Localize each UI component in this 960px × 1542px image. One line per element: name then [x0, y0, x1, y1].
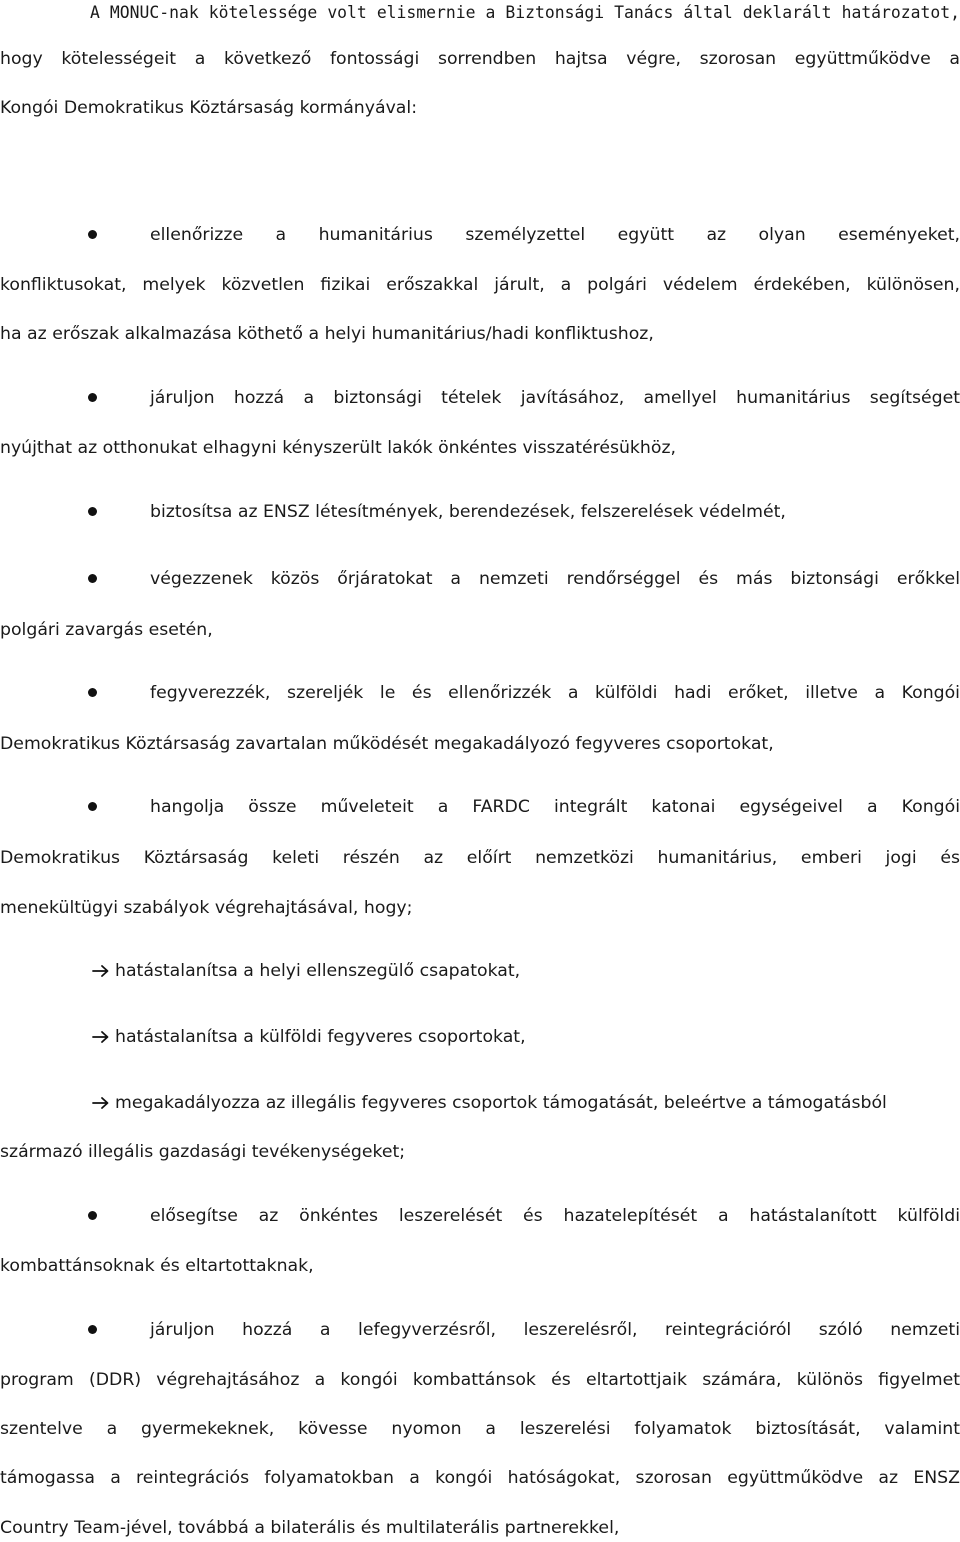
- list-item-6-line-2: Demokratikus Köztársaság keleti részén az előírt nemzetközi humanitárius, emberi jogi és: [0, 848, 960, 868]
- list-item-8-line-1: járuljon hozzá a lefegyverzésről, leszerelésről, reintegrációról szóló nemzeti: [150, 1320, 960, 1340]
- list-item-8-line-2: program (DDR) végrehajtásához a kongói kombattánsok és eltartottjaik számára, különös figyelmet: [0, 1370, 960, 1390]
- arrow-right-icon: [92, 1030, 110, 1044]
- sub-item-3-line-2: származó illegális gazdasági tevékenységeket;: [0, 1142, 406, 1162]
- sub-item-1: [92, 959, 960, 983]
- arrow-right-icon: [92, 1096, 110, 1110]
- intro-line-3: Kongói Demokratikus Köztársaság kormányával:: [0, 98, 418, 118]
- list-item-4-line-2: polgári zavargás esetén,: [0, 620, 213, 640]
- list-item-2-line-2: nyújthat az otthonukat elhagyni kényszerült lakók önkéntes visszatérésükhöz,: [0, 438, 677, 458]
- list-item-5-line-1: fegyverezzék, szereljék le és ellenőrizzék a külföldi hadi erőket, illetve a Kongói: [150, 683, 960, 703]
- list-item-1-line-1: ellenőrizze a humanitárius személyzettel együtt az olyan eseményeket,: [150, 225, 960, 245]
- bullet-icon: [88, 688, 97, 697]
- list-item-3-line-1: biztosítsa az ENSZ létesítmények, berendezések, felszerelések védelmét,: [150, 502, 786, 522]
- sub-item-3-text: megakadályozza az illegális fegyveres csoportok támogatását, beleértve a támogatásból: [115, 1093, 887, 1113]
- bullet-icon: [88, 393, 97, 402]
- list-item-6-line-3: menekültügyi szabályok végrehajtásával, hogy;: [0, 898, 413, 918]
- list-item-6-line-1: hangolja össze műveleteit a FARDC integrált katonai egységeivel a Kongói: [150, 797, 960, 817]
- list-item-5-line-2: Demokratikus Köztársaság zavartalan működését megakadályozó fegyveres csoportokat,: [0, 734, 774, 754]
- sub-item-3: [92, 1091, 960, 1115]
- bullet-icon: [88, 574, 97, 583]
- list-item-8-line-4: támogassa a reintegrációs folyamatokban a kongói hatóságokat, szorosan együttműködve az ENSZ: [0, 1468, 960, 1488]
- list-item-8-line-5: Country Team-jével, továbbá a bilaterális és multilaterális partnerekkel,: [0, 1518, 620, 1538]
- sub-item-1-text: hatástalanítsa a helyi ellenszegülő csapatokat,: [115, 961, 521, 981]
- intro-line-2: hogy kötelességeit a következő fontossági sorrendben hajtsa végre, szorosan együttműködve a: [0, 49, 960, 69]
- list-item-2-line-1: járuljon hozzá a biztonsági tételek javításához, amellyel humanitárius segítséget: [150, 388, 960, 408]
- bullet-icon: [88, 230, 97, 239]
- sub-item-2-text: hatástalanítsa a külföldi fegyveres csoportokat,: [115, 1027, 526, 1047]
- list-item-1-line-3: ha az erőszak alkalmazása köthető a helyi humanitárius/hadi konfliktushoz,: [0, 324, 654, 344]
- list-item-7-line-1: elősegítse az önkéntes leszerelését és hazatelepítését a hatástalanított külföldi: [150, 1206, 960, 1226]
- bullet-icon: [88, 507, 97, 516]
- bullet-icon: [88, 802, 97, 811]
- list-item-7-line-2: kombattánsoknak és eltartottaknak,: [0, 1256, 314, 1276]
- list-item-1-line-2: konfliktusokat, melyek közvetlen fizikai erőszakkal járult, a polgári védelem érdekében, különösen,: [0, 275, 960, 295]
- list-item-4-line-1: végezzenek közös őrjáratokat a nemzeti rendőrséggel és más biztonsági erőkkel: [150, 569, 960, 589]
- list-item-8-line-3: szentelve a gyermekeknek, kövesse nyomon a leszerelési folyamatok biztosítását, valamint: [0, 1419, 960, 1439]
- arrow-right-icon: [92, 964, 110, 978]
- bullet-icon: [88, 1211, 97, 1220]
- sub-item-2: [92, 1025, 960, 1049]
- intro-line-1: A MONUC-nak kötelessége volt elismernie a Biztonsági Tanács által deklarált határozatot,: [90, 3, 960, 22]
- bullet-icon: [88, 1325, 97, 1334]
